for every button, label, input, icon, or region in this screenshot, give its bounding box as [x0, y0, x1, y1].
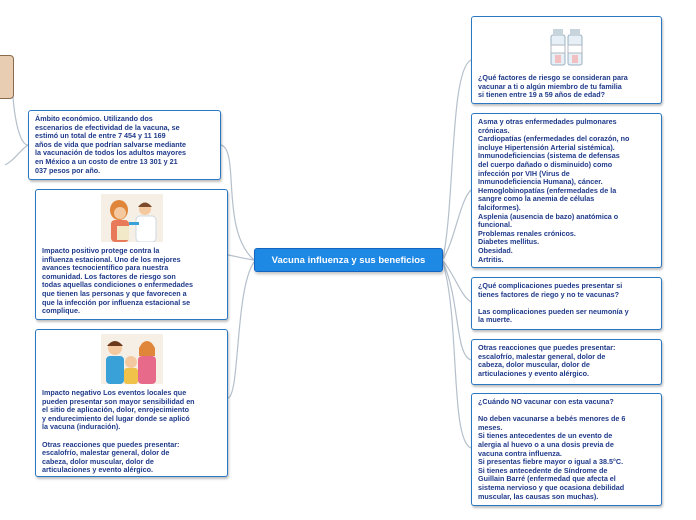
text-line: Asma y otras enfermedades pulmonares [478, 117, 617, 126]
link-negative [228, 262, 254, 398]
text-line: si tienen entre 19 a 59 años de edad? [478, 90, 606, 100]
text-line: la vacunación de todos los adultos mayores [35, 148, 186, 158]
node-text [478, 344, 655, 378]
text-line: Otras reacciones que puedes presentar: [42, 439, 180, 449]
text-line: sistema nervioso y que ocasiona debilidad [478, 482, 625, 492]
text-line: Ámbito económico. Utilizando dos [35, 114, 153, 123]
node-text [42, 389, 221, 475]
text-line: infección por VIH (Virus de [478, 168, 570, 178]
text-line: influenza estacional. Uno de los mejores [42, 254, 181, 264]
text-line: en México a un costo de entre 13 301 y 21 [35, 156, 178, 166]
text-line: Problemas renales crónicos. [478, 228, 576, 238]
node-text [35, 115, 214, 175]
text-line: vacuna contra influenza. [478, 448, 562, 458]
text-line: y endurecimiento del lugar donde se aplicó [42, 413, 190, 423]
text-line: articulaciones y evento alérgico. [42, 465, 154, 475]
link-risk [443, 60, 471, 258]
text-line: la muerte. [478, 315, 512, 325]
text-line: Hemoglobinopatías (enfermedades de la [478, 185, 617, 195]
text-line: escenarios de efectividad de la vacuna, se [35, 122, 180, 132]
text-line: cabeza, dolor muscular, dolor de [478, 360, 590, 370]
text-line: el sitio de aplicación, dolor, enrojecimiento [42, 405, 189, 415]
central-label: Vacuna influenza y sus beneficios [271, 254, 426, 266]
text-line: cabeza, dolor muscular, dolor de [42, 456, 154, 466]
text-line: sangre como la anemia de células [478, 194, 595, 204]
text-line: funcional. [478, 220, 512, 230]
text-line: Guillain Barré (enfermedad que afecta el [478, 474, 616, 484]
link-economic-left [5, 145, 28, 165]
text-line: crónicas. [478, 125, 510, 135]
text-line: Otras reacciones que puedes presentar: [478, 343, 616, 352]
node-positive-impact[interactable] [35, 189, 228, 320]
text-line: Impacto positivo protege contra la [42, 246, 160, 255]
central-topic[interactable] [254, 248, 443, 272]
node-conditions[interactable] [471, 113, 662, 268]
node-text [478, 282, 655, 325]
text-line: Si presentas fiebre mayor o igual a 38.5°C. [478, 457, 624, 467]
text-line: ¿Qué complicaciones puedes presentar si [478, 281, 623, 290]
text-line: Asplenia (ausencia de bazo) anatómica o [478, 211, 619, 221]
text-line: la vacuna (induración). [42, 422, 121, 432]
text-line: Inmunodeficiencia Humana), cáncer. [478, 177, 603, 187]
text-line: escalofrío, malestar general, dolor de [42, 448, 170, 458]
text-line: Cardiopatías (enfermedades del corazón, no [478, 134, 630, 144]
text-line: que la infección por influenza estacional se [42, 297, 191, 307]
text-line: alergia al huevo o a una dosis previa de [478, 439, 614, 449]
text-line: avances tecnocientífico para nuestra [42, 263, 169, 273]
text-line: Diabetes mellitus. [478, 237, 540, 247]
text-line: estimó un total de entre 7 454 y 11 169 [35, 131, 166, 141]
node-reactions[interactable] [471, 339, 662, 385]
text-line: tienes factores de riego y no te vacunas? [478, 289, 620, 299]
text-line: falciformes). [478, 202, 521, 212]
vaccine-vials-illustration [545, 25, 589, 69]
text-line: Impacto negativo Los eventos locales que [42, 388, 187, 397]
node-risk-question[interactable] [471, 16, 662, 104]
text-line: Si tienes antecedente de Síndrome de [478, 465, 608, 475]
offscreen-node[interactable] [0, 55, 14, 99]
family-illustration [101, 334, 163, 384]
text-line: meses. [478, 422, 503, 432]
node-economic[interactable] [28, 110, 221, 180]
node-negative-impact[interactable] [35, 329, 228, 477]
text-line: comunidad. Los factores de riesgo son [42, 271, 176, 281]
node-text [42, 247, 221, 316]
text-line: vacunar a ti o algún miembro de tu familia [478, 81, 622, 91]
text-line: ¿Qué factores de riesgo se consideran para [478, 73, 628, 82]
text-line: que tienen las personas y que favorecen a [42, 288, 187, 298]
node-text [478, 398, 655, 501]
node-complications[interactable] [471, 277, 662, 330]
text-line: Si tienes antecedentes de un evento de [478, 431, 613, 441]
text-line: todas aquellas condiciones o enfermedades [42, 280, 193, 290]
node-text [478, 118, 655, 264]
text-line: Inmunodeficiencias (sistema de defensas [478, 151, 620, 161]
text-line: pueden presentar son mayor sensibilidad en [42, 396, 195, 406]
text-line: muscular, las causas son muchas). [478, 491, 599, 501]
text-line: articulaciones y evento alérgico. [478, 368, 590, 378]
text-line: ¿Cuándo NO vacunar con esta vacuna? [478, 397, 614, 406]
link-economic-offnode [13, 77, 28, 145]
text-line: Las complicaciones pueden ser neumonía y [478, 306, 629, 316]
doctor-child-illustration [101, 194, 163, 242]
link-when-not [443, 263, 471, 448]
text-line: Artritis. [478, 254, 504, 264]
node-text [478, 74, 655, 100]
text-line: No deben vacunarse a bebés menores de 6 [478, 414, 626, 424]
text-line: complique. [42, 306, 80, 316]
text-line: años de vida que podrían salvarse mediante [35, 139, 186, 149]
text-line: escalofrío, malestar general, dolor de [478, 351, 606, 361]
link-reactions [443, 262, 471, 360]
text-line: del cuerpo dañado o disminuido) como [478, 159, 613, 169]
text-line: Obesidad. [478, 245, 513, 255]
text-line: 037 pesos por año. [35, 165, 101, 175]
text-line: incluye Hipertensión Arterial sistémica). [478, 142, 615, 152]
node-when-not-vaccinate[interactable] [471, 393, 662, 506]
